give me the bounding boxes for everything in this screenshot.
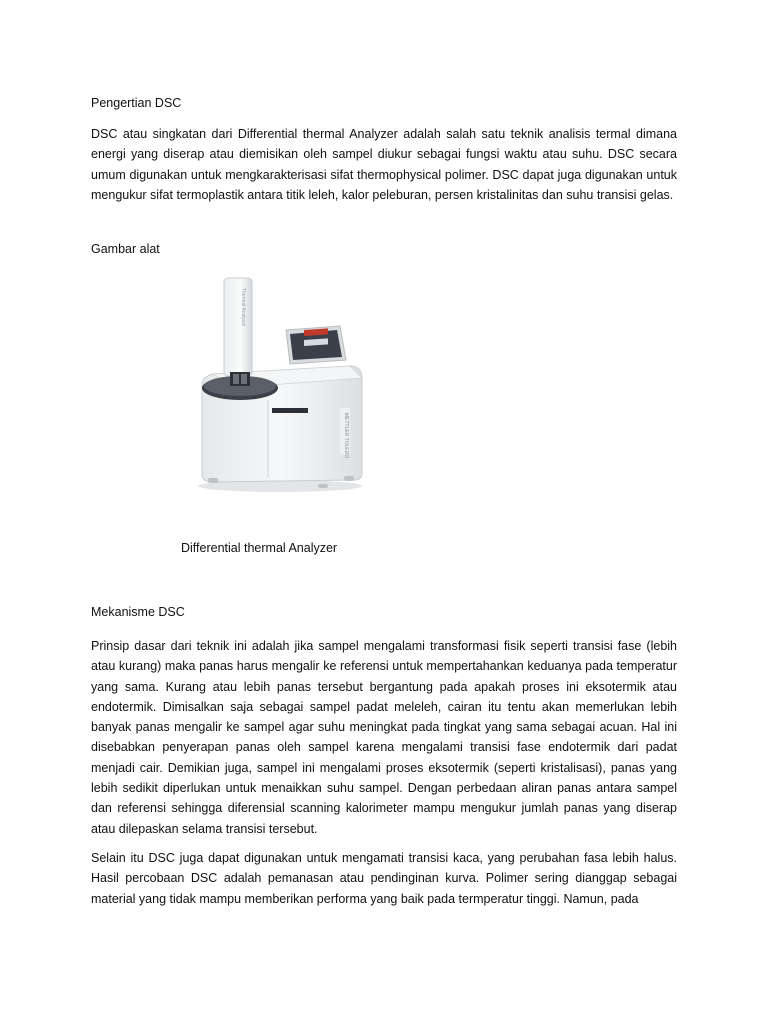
foot-right — [344, 476, 354, 481]
column-text: Thermal Analysis — [240, 288, 246, 327]
dsc-instrument-image — [190, 268, 370, 498]
foot-front — [318, 484, 328, 488]
brand-text: METTLER TOLEDO — [343, 413, 349, 459]
label-strip — [272, 408, 308, 413]
sample-column — [224, 278, 252, 376]
foot-left — [208, 478, 218, 483]
heading-mekanisme-dsc: Mekanisme DSC — [91, 605, 185, 619]
paragraph-pengertian: DSC atau singkatan dari Differential thermal Analyzer adalah salah satu teknik analisis termal dimana energi yang diserap atau diemisikan oleh sampel diukur sebagai fungsi waktu atau suhu. DSC secara umum digunakan untuk mengkarakterisasi sifat thermophysical polimer. DSC dapat juga digunakan untuk mengukur sifat termoplastik antara titik leleh, kalor peleburan, persen kristalinitas dan suhu transisi gelas. — [91, 127, 677, 202]
paragraph-mekanisme-1: Prinsip dasar dari teknik ini adalah jika sampel mengalami transformasi fisik seperti transisi fase (lebih atau kurang) maka panas harus mengalir ke referensi untuk mempertahankan keduanya pada temperatur yang sama. Kurang atau lebih panas tersebut bergantung pada apakah proses ini eksotermik atau endotermik. Dimisalkan saja sebagai sampel padat meleleh, cairan itu tentu akan memerlukan lebih banyak panas mengalir ke sampel agar suhu meningkat pada tingkat yang sama sebagai acuan. Hal ini disebabkan penyerapan panas oleh sampel karena mengalami transisi fase endotermik dari padat menjadi cair. Demikian juga, sampel ini mengalami proses eksotermik (seperti kristalisasi), panas yang lebih sedikit diperlukan untuk menaikkan suhu sampel. Dengan perbedaan aliran panas antara sampel dan referensi sehingga diferensial scanning kalorimeter mampu mengukur jumlah panas yang diserap atau dilepaskan selama transisi tersebut. — [91, 639, 677, 836]
paragraph-mekanisme-2: Selain itu DSC juga dapat digunakan untuk mengamati transisi kaca, yang perubahan fasa lebih halus. Hasil percobaan DSC adalah pemanasan atau pendinginan kurva. Polimer sering dianggap sebagai material yang tidak mampu memberikan performa yang baik pada termperatur tinggi. Namun, pada — [91, 851, 677, 906]
figure-caption: Differential thermal Analyzer — [181, 541, 338, 555]
furnace-cell-1 — [233, 374, 239, 384]
heading-pengertian-dsc: Pengertian DSC — [91, 96, 182, 110]
furnace-cell-2 — [241, 374, 247, 384]
heading-gambar-alat: Gambar alat — [91, 242, 160, 256]
dsc-instrument-illustration — [190, 268, 370, 498]
